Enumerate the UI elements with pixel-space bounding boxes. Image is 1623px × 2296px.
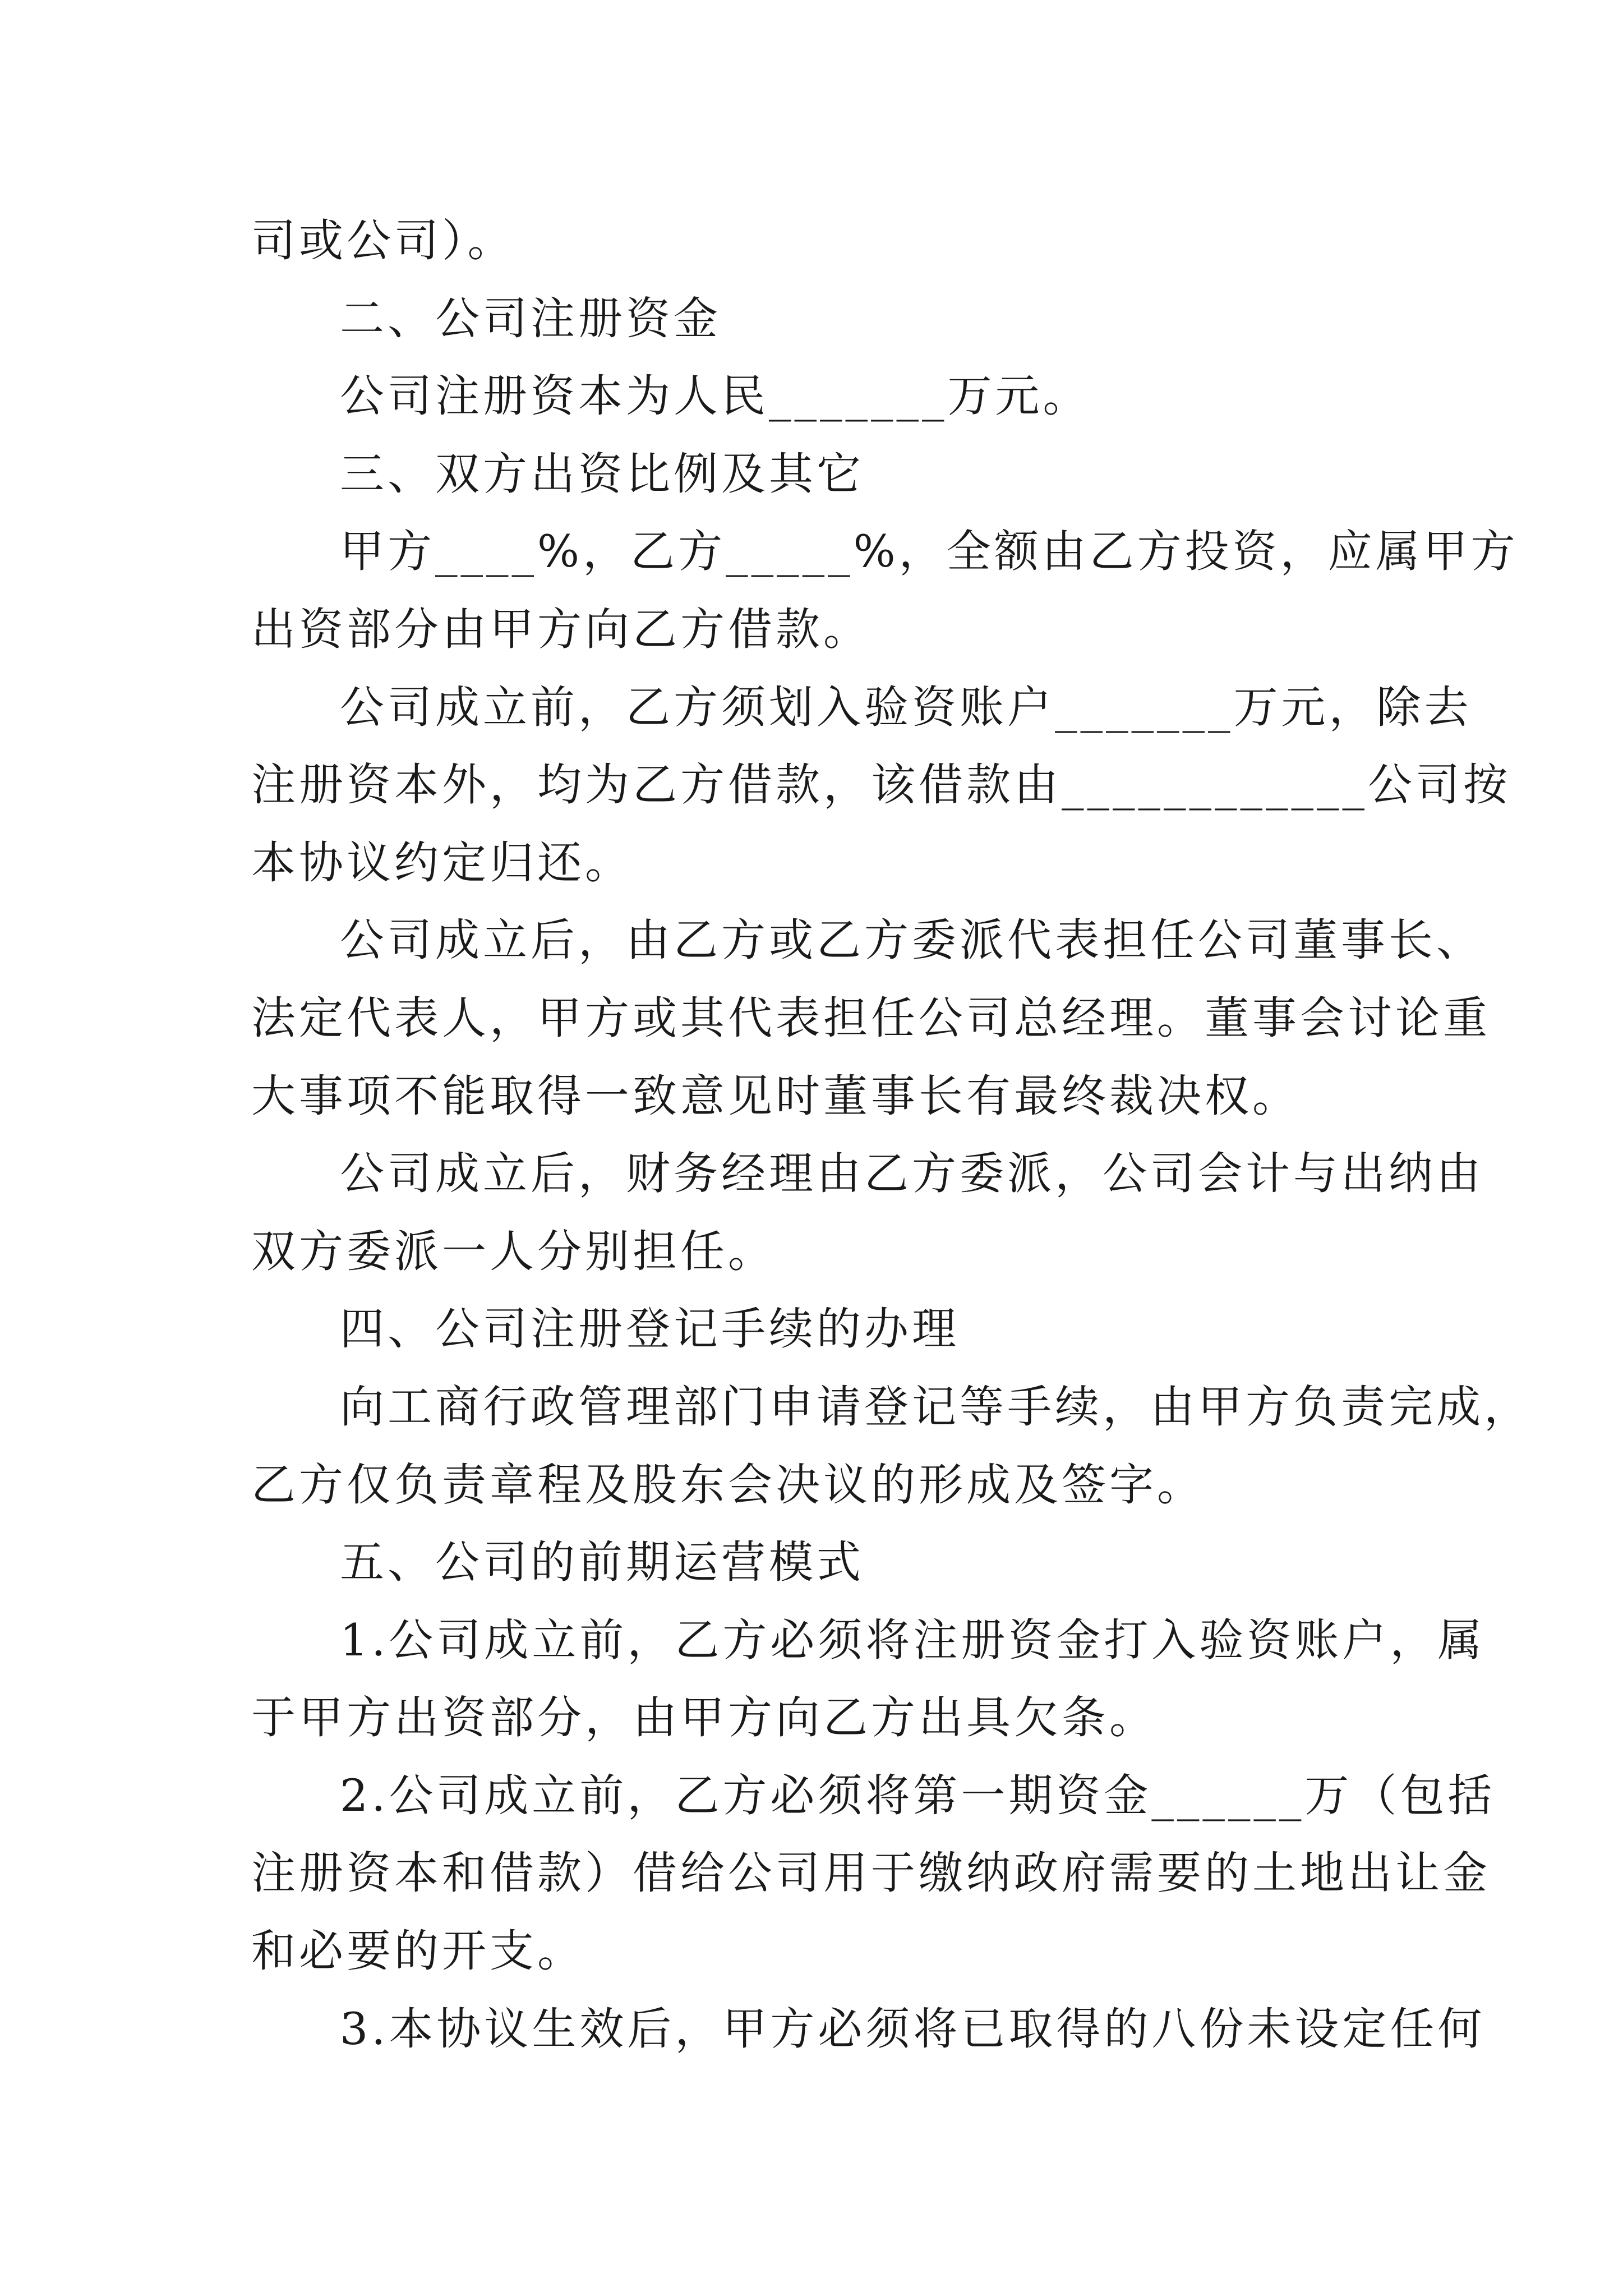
- section-heading: 二、公司注册资金: [340, 292, 721, 344]
- text-line: 大事项不能取得一致意见时董事长有最终裁决权。: [251, 1070, 1300, 1122]
- section-heading: 五、公司的前期运营模式: [340, 1536, 864, 1589]
- text-line: 和必要的开支。: [251, 1925, 585, 1977]
- text-line: 注册资本外，均为乙方借款，该借款由____________公司按: [251, 759, 1511, 811]
- text-line: 2.公司成立前，乙方必须将第一期资金______万（包括: [340, 1769, 1496, 1821]
- text-line: 注册资本和借款）借给公司用于缴纳政府需要的土地出让金: [251, 1847, 1491, 1899]
- text-line: 甲方____%，乙方_____%，全额由乙方投资，应属甲方: [340, 526, 1519, 578]
- text-line: 法定代表人，甲方或其代表担任公司总经理。董事会讨论重: [251, 992, 1491, 1044]
- text-line: 公司成立前，乙方须划入验资账户_______万元，除去: [340, 681, 1472, 733]
- text-line: 向工商行政管理部门申请登记等手续，由甲方负责完成，: [340, 1381, 1532, 1433]
- text-line: 于甲方出资部分，由甲方向乙方出具欠条。: [251, 1692, 1157, 1744]
- text-line: 3.本协议生效后，甲方必须将已取得的八份未设定任何: [340, 2003, 1486, 2055]
- text-line: 出资部分由甲方向乙方借款。: [251, 603, 871, 655]
- text-line: 公司成立后，财务经理由乙方委派，公司会计与出纳由: [340, 1148, 1484, 1200]
- text-line: 乙方仅负责章程及股东会决议的形成及签字。: [251, 1458, 1205, 1511]
- text-line: 司或公司）。: [251, 215, 515, 266]
- text-line: 公司成立后，由乙方或乙方委派代表担任公司董事长、: [340, 914, 1484, 967]
- text-line: 双方委派一人分别担任。: [251, 1225, 776, 1277]
- section-heading: 四、公司注册登记手续的办理: [340, 1303, 960, 1355]
- text-line: 1.公司成立前，乙方必须将注册资金打入验资账户，属: [340, 1614, 1486, 1666]
- text-line: 公司注册资本为人民_______万元。: [340, 370, 1091, 422]
- document-page: [251, 202, 1532, 2068]
- section-heading: 三、双方出资比例及其它: [340, 448, 864, 500]
- text-line: 本协议约定归还。: [251, 836, 633, 889]
